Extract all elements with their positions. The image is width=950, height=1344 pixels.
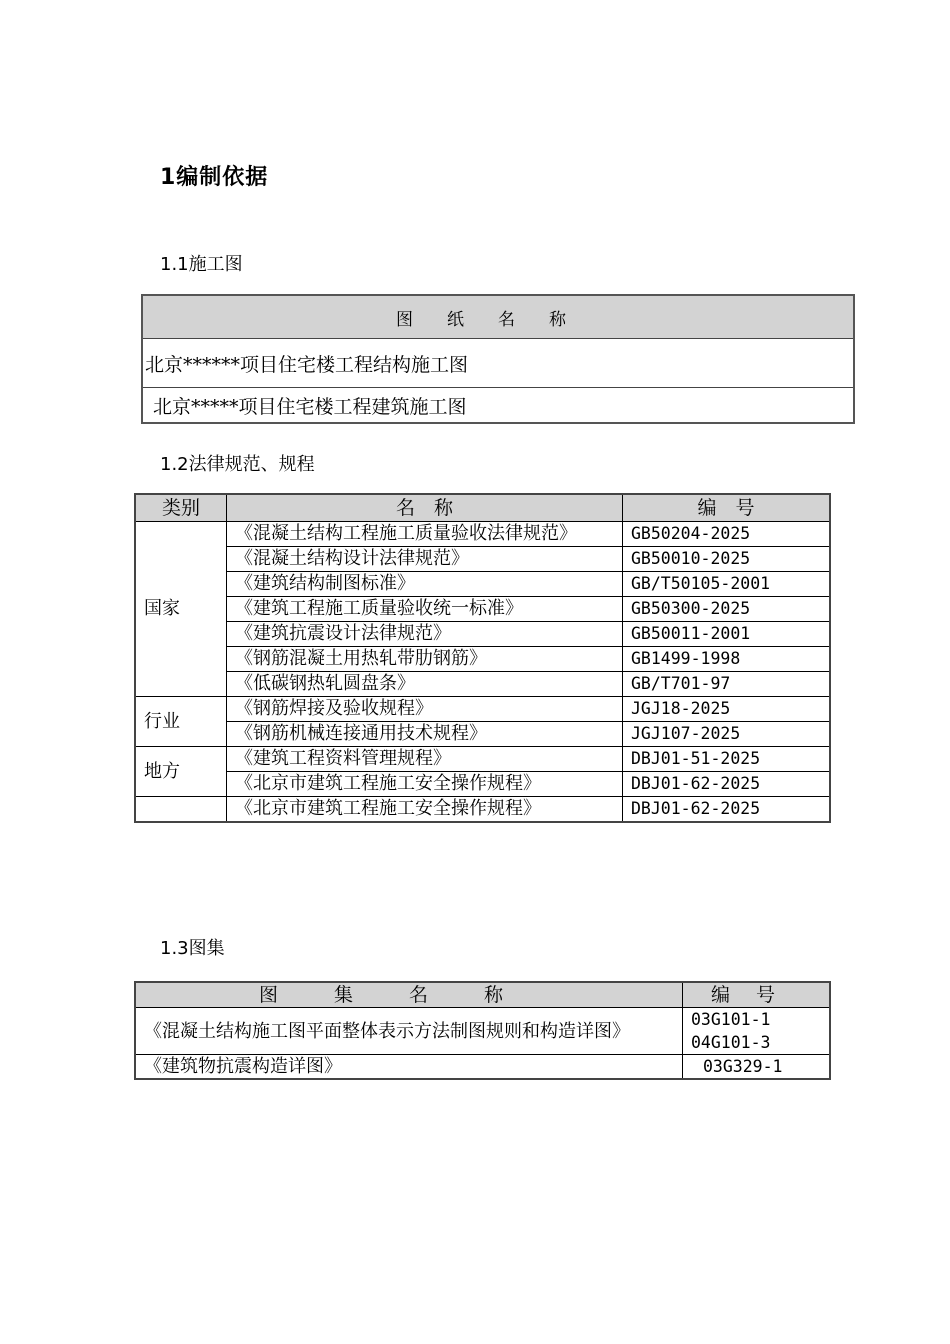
atlas-code	[683, 1008, 831, 1055]
table-row: 北京*****项目住宅楼工程建筑施工图	[142, 388, 854, 424]
regulation-name: 《钢筋焊接及验收规程》	[227, 697, 623, 722]
table-row: 北京******项目住宅楼工程结构施工图	[142, 339, 854, 388]
column-header: 名 称	[227, 494, 623, 522]
regulation-name: 《北京市建筑工程施工安全操作规程》	[227, 797, 623, 823]
regulations-table	[134, 493, 831, 823]
category-cell: 行业	[135, 697, 227, 747]
regulation-code: GB50010-2025	[623, 547, 831, 572]
regulation-code: GB50300-2025	[623, 597, 831, 622]
regulation-code: JGJ18-2025	[623, 697, 831, 722]
page-title: 1编制依据	[160, 165, 269, 190]
atlas-table	[134, 981, 831, 1080]
table-header: 图纸名称	[142, 295, 854, 339]
regulation-name: 《混凝土结构工程施工质量验收法律规范》	[227, 522, 623, 547]
regulation-code: DBJ01-62-2025	[623, 797, 831, 823]
regulation-code: GB/T701-97	[623, 672, 831, 697]
category-cell: 地方	[135, 747, 227, 797]
regulation-code: GB50204-2025	[623, 522, 831, 547]
regulation-code: GB50011-2001	[623, 622, 831, 647]
category-cell	[135, 797, 227, 823]
atlas-code-line: 04G101-3	[691, 1033, 771, 1052]
regulation-name: 《建筑工程施工质量验收统一标准》	[227, 597, 623, 622]
regulation-name: 《混凝土结构设计法律规范》	[227, 547, 623, 572]
regulation-code: JGJ107-2025	[623, 722, 831, 747]
drawings-table	[141, 294, 855, 424]
atlas-name: 《混凝土结构施工图平面整体表示方法制图规则和构造详图》	[135, 1008, 683, 1055]
regulation-code: DBJ01-62-2025	[623, 772, 831, 797]
atlas-code: 03G329-1	[683, 1055, 831, 1080]
regulation-code: GB1499-1998	[623, 647, 831, 672]
regulation-name: 《北京市建筑工程施工安全操作规程》	[227, 772, 623, 797]
atlas-name: 《建筑物抗震构造详图》	[135, 1055, 683, 1080]
section-title-drawings: 1.1施工图	[160, 254, 243, 275]
column-header: 编 号	[623, 494, 831, 522]
regulation-name: 《低碳钢热轧圆盘条》	[227, 672, 623, 697]
regulation-name: 《建筑抗震设计法律规范》	[227, 622, 623, 647]
section-title-regulations: 1.2法律规范、规程	[160, 454, 315, 475]
regulation-name: 《钢筋混凝土用热轧带肋钢筋》	[227, 647, 623, 672]
regulation-name: 《建筑结构制图标准》	[227, 572, 623, 597]
regulation-name: 《建筑工程资料管理规程》	[227, 747, 623, 772]
regulation-code: DBJ01-51-2025	[623, 747, 831, 772]
column-header: 类别	[135, 494, 227, 522]
column-header: 图集名称	[135, 982, 683, 1008]
atlas-code-line: 03G101-1	[691, 1010, 771, 1029]
column-header: 编号	[683, 982, 831, 1008]
section-title-atlas: 1.3图集	[160, 938, 225, 959]
regulation-code: GB/T50105-2001	[623, 572, 831, 597]
regulation-name: 《钢筋机械连接通用技术规程》	[227, 722, 623, 747]
category-cell: 国家	[135, 522, 227, 697]
